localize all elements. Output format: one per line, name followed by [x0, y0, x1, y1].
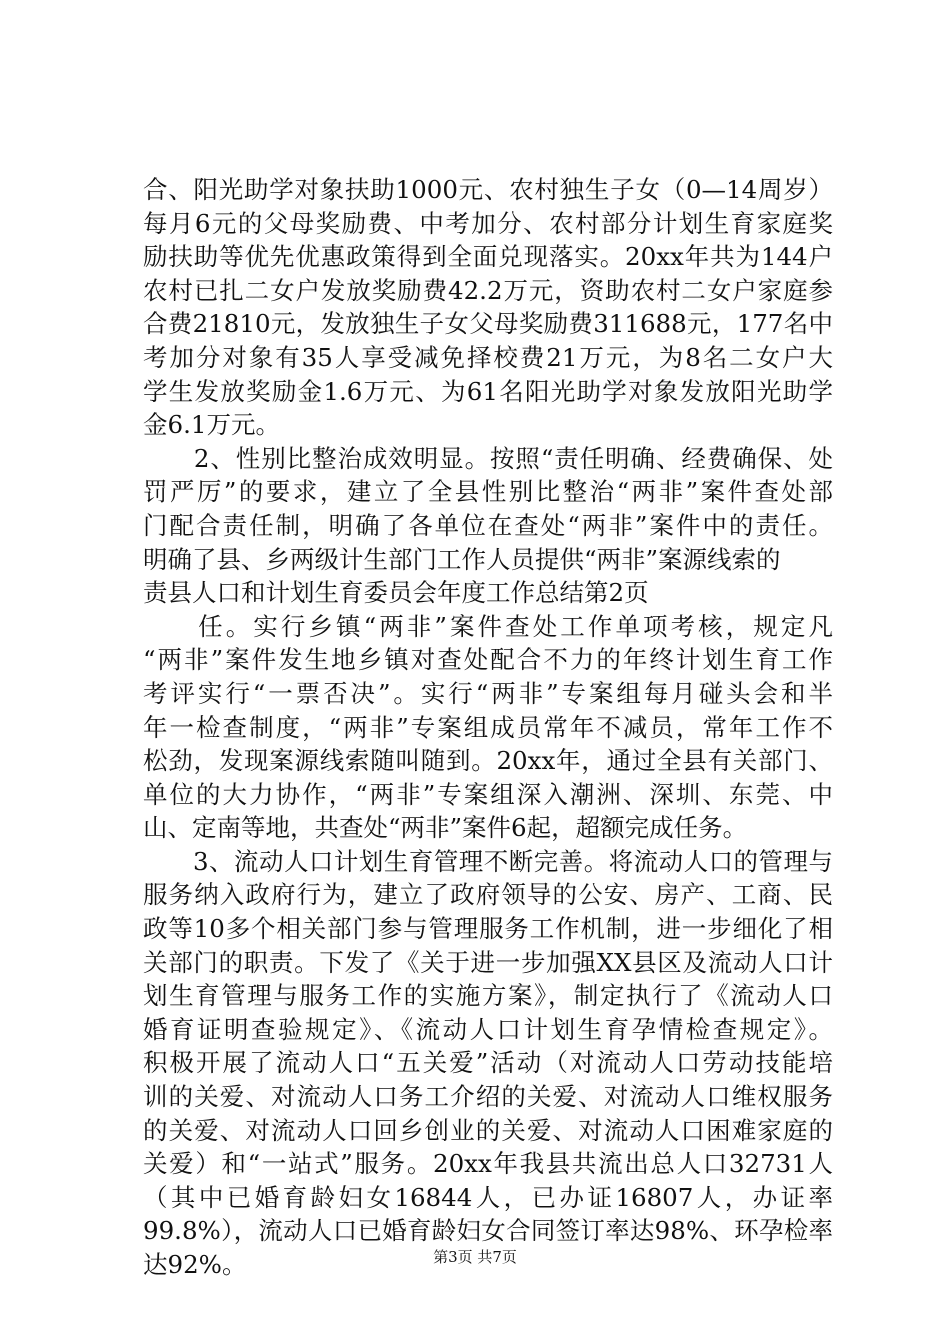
text-line: 励扶助等优先优惠政策得到全面兑现落实。20xx年共为144户 [143, 242, 833, 272]
text-line: 松劲，发现案源线索随叫随到。20xx年，通过全县有关部门、 [143, 746, 833, 776]
text-line: （其中已婚育龄妇女16844人，已办证16807人，办证率 [143, 1182, 833, 1212]
text-line: 训的关爱、对流动人口务工介绍的关爱、对流动人口维权服务 [143, 1082, 833, 1112]
text-line: 责县人口和计划生育委员会年度工作总结第2页 [143, 578, 649, 608]
text-line: 考加分对象有35人享受减免择校费21万元，为8名二女户大 [143, 342, 833, 372]
text-line: 任。实行乡镇“两非”案件查处工作单项考核，规定凡 [143, 611, 833, 641]
text-line: 合费21810元，发放独生子女父母奖励费311688元，177名中 [143, 309, 833, 339]
text-line: 2、性别比整治成效明显。按照“责任明确、经费确保、处 [143, 443, 833, 473]
text-line: 的关爱、对流动人口回乡创业的关爱、对流动人口困难家庭的 [143, 1115, 833, 1145]
text-line: 达92%。 [143, 1250, 247, 1279]
text-line: 关部门的职责。下发了《关于进一步加强XX县区及流动人口计 [143, 947, 833, 977]
text-line: 关爱）和“一站式”服务。20xx年我县共流出总人口32731人 [143, 1149, 833, 1179]
text-line: 合、阳光助学对象扶助1000元、农村独生子女（0—14周岁） [143, 175, 833, 204]
page-footer: 第3页 共7页 [433, 1248, 517, 1266]
text-line: “两非”案件发生地乡镇对查处配合不力的年终计划生育工作 [143, 645, 833, 675]
text-line: 山、定南等地，共查处“两非”案件6起，超额完成任务。 [143, 813, 748, 843]
text-line: 年一检查制度，“两非”专案组成员常年不减员，常年工作不 [143, 712, 833, 742]
text-line: 罚严厉”的要求，建立了全县性别比整治“两非”案件查处部 [143, 477, 833, 507]
text-line: 单位的大力协作，“两非”专案组深入潮洲、深圳、东莞、中 [143, 779, 833, 809]
text-line: 3、流动人口计划生育管理不断完善。将流动人口的管理与 [143, 846, 833, 876]
text-line: 农村已扎二女户发放奖励费42.2万元，资助农村二女户家庭参 [143, 275, 833, 305]
text-line: 99.8%），流动人口已婚育龄妇女合同签订率达98%、环孕检率 [143, 1216, 833, 1246]
text-line: 每月6元的父母奖励费、中考加分、农村部分计划生育家庭奖 [143, 208, 833, 238]
text-line: 考评实行“一票否决”。实行“两非”专案组每月碰头会和半 [143, 678, 833, 708]
text-line: 服务纳入政府行为，建立了政府领导的公安、房产、工商、民 [143, 880, 833, 910]
text-line: 门配合责任制，明确了各单位在查处“两非”案件中的责任。 [143, 510, 833, 540]
text-line: 明确了县、乡两级计生部门工作人员提供“两非”案源线索的 [143, 544, 781, 574]
text-line: 划生育管理与服务工作的实施方案》，制定执行了《流动人口 [143, 981, 833, 1011]
text-line: 学生发放奖励金1.6万元、为61名阳光助学对象发放阳光助学 [143, 376, 833, 406]
text-line: 金6.1万元。 [143, 410, 280, 440]
document-body [143, 173, 833, 1282]
text-line: 婚育证明查验规定》、《流动人口计划生育孕情检查规定》。 [143, 1014, 833, 1044]
text-line: 积极开展了流动人口“五关爱”活动（对流动人口劳动技能培 [143, 1048, 833, 1078]
text-line: 政等10多个相关部门参与管理服务工作机制，进一步细化了相 [143, 914, 833, 944]
